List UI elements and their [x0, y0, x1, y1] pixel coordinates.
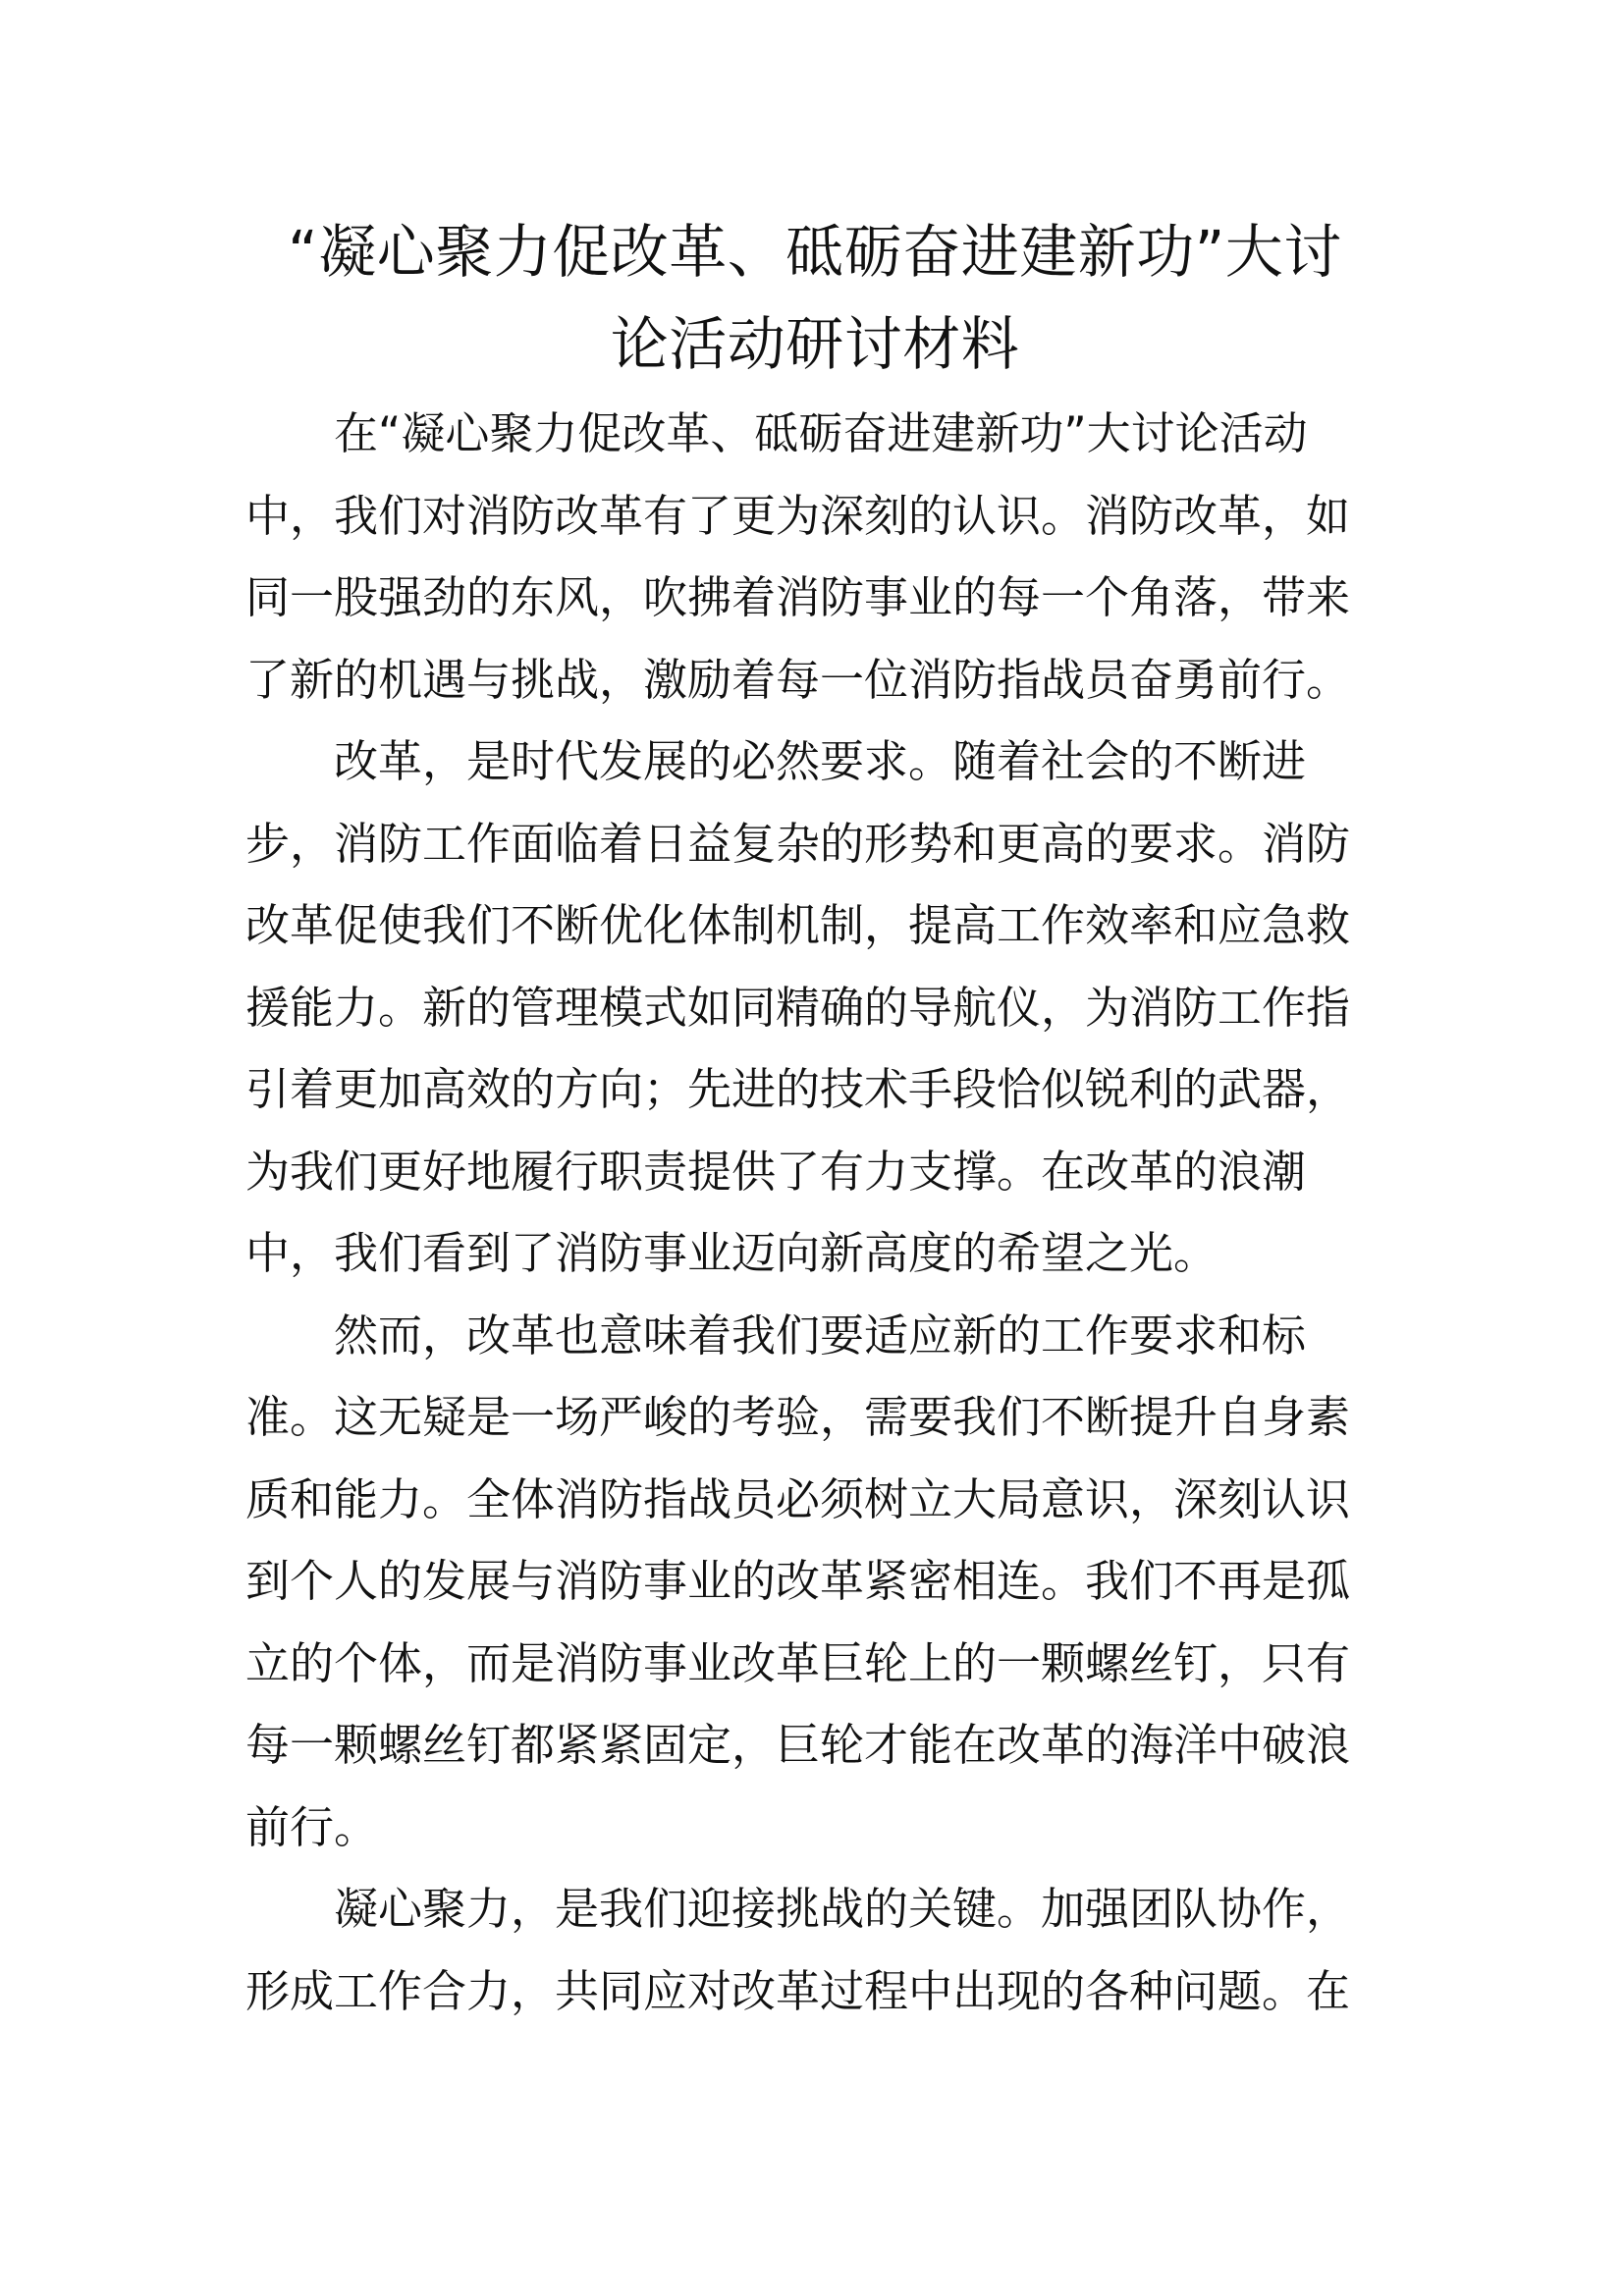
- paragraph: [245, 1295, 1384, 1869]
- title-line: 论活动研讨材料: [610, 310, 1020, 378]
- document-body: [245, 393, 1384, 2032]
- paragraph-line: 在“凝心聚力促改革、砥砺奋进建新功”大讨论活动: [334, 407, 1308, 459]
- paragraph-line: 然而，改革也意味着我们要适应新的工作要求和标: [334, 1308, 1307, 1362]
- paragraph-line: 中，我们对消防改革有了更为深刻的认识。消防改革，如: [245, 489, 1351, 542]
- document-title: [245, 206, 1384, 391]
- paragraph-line: 了新的机遇与挑战，激励着每一位消防指战员奋勇前行。: [245, 653, 1351, 706]
- paragraph-line: 前行。: [245, 1800, 379, 1853]
- paragraph-line: 质和能力。全体消防指战员必须树立大局意识，深刻认识: [245, 1472, 1351, 1525]
- paragraph-line: 形成工作合力，共同应对改革过程中出现的各种问题。在: [245, 1964, 1351, 2017]
- paragraph-line: 凝心聚力，是我们迎接挑战的关键。加强团队协作，: [334, 1883, 1351, 1935]
- paragraph-line: 援能力。新的管理模式如同精确的导航仪，为消防工作指: [245, 981, 1351, 1034]
- paragraph-line: 每一颗螺丝钉都紧紧固定，巨轮才能在改革的海洋中破浪: [245, 1719, 1351, 1771]
- document-page: [245, 206, 1384, 2032]
- paragraph-line: 准。这无疑是一场严峻的考验，需要我们不断提升自身素: [245, 1391, 1351, 1443]
- paragraph: [245, 393, 1384, 721]
- paragraph-line: 中，我们看到了消防事业迈向新高度的希望之光。: [245, 1227, 1218, 1279]
- paragraph: [245, 721, 1384, 1295]
- paragraph-line: 改革促使我们不断优化体制机制，提高工作效率和应急救: [245, 899, 1351, 951]
- paragraph: [245, 1868, 1384, 2032]
- paragraph-line: 为我们更好地履行职责提供了有力支撑。在改革的浪潮: [245, 1145, 1307, 1198]
- paragraph-line: 引着更加高效的方向；先进的技术手段恰似锐利的武器，: [245, 1063, 1351, 1115]
- paragraph-line: 改革，是时代发展的必然要求。随着社会的不断进: [334, 735, 1307, 787]
- title-line: “凝心聚力促改革、砥砺奋进建新功”大讨: [288, 218, 1342, 286]
- paragraph-line: 立的个体，而是消防事业改革巨轮上的一颗螺丝钉，只有: [245, 1636, 1351, 1689]
- paragraph-line: 步，消防工作面临着日益复杂的形势和更高的要求。消防: [245, 817, 1351, 870]
- paragraph-line: 同一股强劲的东风，吹拂着消防事业的每一个角落，带来: [245, 571, 1351, 623]
- paragraph-line: 到个人的发展与消防事业的改革紧密相连。我们不再是孤: [245, 1555, 1351, 1607]
